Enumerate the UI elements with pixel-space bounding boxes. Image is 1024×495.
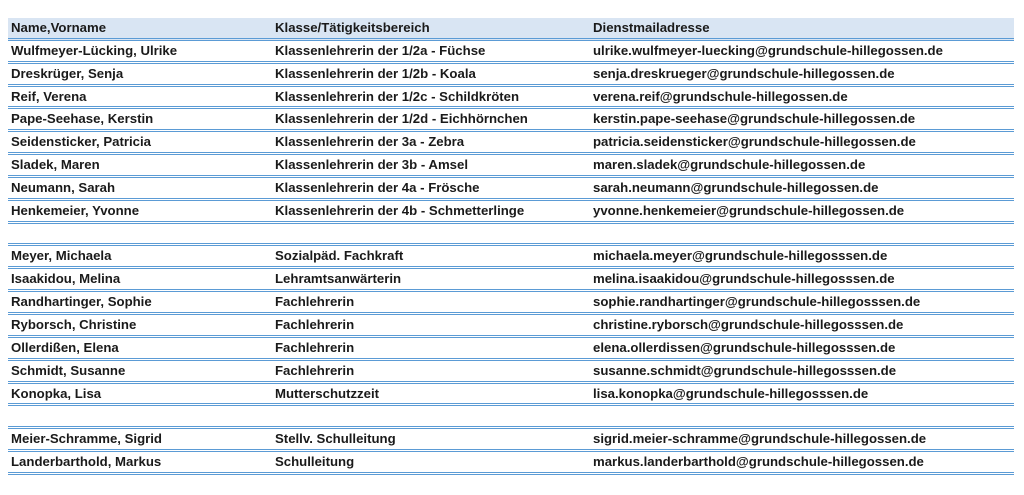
header-email: Dienstmailadresse	[593, 20, 710, 35]
table-row	[8, 64, 1014, 87]
role-cell: Schulleitung	[275, 454, 355, 470]
name-cell: Wulfmeyer-Lücking, Ulrike	[11, 42, 178, 58]
role-cell: Klassenlehrerin der 1/2a - Füchse	[275, 42, 486, 58]
name-cell: Seidensticker, Patricia	[11, 134, 152, 150]
role-cell: Mutterschutzzeit	[275, 385, 380, 401]
role-cell: Stellv. Schulleitung	[275, 431, 396, 447]
name-cell: Dreskrüger, Senja	[11, 65, 124, 81]
email-cell[interactable]: sigrid.meier-schramme@grundschule-hillegossen.de	[593, 431, 927, 447]
email-cell[interactable]: kerstin.pape-seehase@grundschule-hillegossen.de	[593, 111, 916, 127]
empty-row	[8, 406, 1014, 429]
email-cell[interactable]: susanne.schmidt@grundschule-hillegosssen.de	[593, 362, 897, 378]
header-name: Name,Vorname	[11, 20, 107, 35]
name-cell: Ollerdißen, Elena	[11, 339, 119, 355]
table-row	[8, 87, 1014, 110]
table-row	[8, 201, 1014, 224]
email-cell[interactable]: christine.ryborsch@grundschule-hillegosssen.de	[593, 316, 904, 332]
role-cell: Fachlehrerin	[275, 339, 355, 355]
role-cell: Klassenlehrerin der 3b - Amsel	[275, 157, 469, 173]
email-cell[interactable]: elena.ollerdissen@grundschule-hillegosssen.de	[593, 339, 896, 355]
role-cell: Lehramtsanwärterin	[275, 271, 402, 287]
table-row	[8, 452, 1014, 475]
name-cell: Schmidt, Susanne	[11, 362, 126, 378]
name-cell: Konopka, Lisa	[11, 385, 102, 401]
role-cell: Klassenlehrerin der 4a - Frösche	[275, 179, 480, 195]
email-cell[interactable]: maren.sladek@grundschule-hillegossen.de	[593, 157, 866, 173]
role-cell: Klassenlehrerin der 1/2b - Koala	[275, 65, 476, 81]
email-cell[interactable]: ulrike.wulfmeyer-luecking@grundschule-hillegossen.de	[593, 42, 943, 58]
name-cell: Pape-Seehase, Kerstin	[11, 111, 154, 127]
table-row	[8, 292, 1014, 315]
table-header-row	[8, 18, 1014, 41]
role-cell: Klassenlehrerin der 4b - Schmetterlinge	[275, 202, 525, 218]
table-row	[8, 361, 1014, 384]
name-cell: Isaakidou, Melina	[11, 271, 121, 287]
table-row	[8, 155, 1014, 178]
table-row	[8, 269, 1014, 292]
role-cell: Klassenlehrerin der 1/2c - Schildkröten	[275, 88, 520, 104]
email-cell[interactable]: sophie.randhartinger@grundschule-hillegosssen.de	[593, 294, 921, 310]
email-cell[interactable]: senja.dreskrueger@grundschule-hillegossen.de	[593, 65, 895, 81]
name-cell: Ryborsch, Christine	[11, 316, 137, 332]
role-cell: Fachlehrerin	[275, 362, 355, 378]
table-row	[8, 338, 1014, 361]
email-cell[interactable]: sarah.neumann@grundschule-hillegossen.de	[593, 179, 879, 195]
email-cell[interactable]: melina.isaakidou@grundschule-hillegosssen.de	[593, 271, 895, 287]
role-cell: Sozialpäd. Fachkraft	[275, 248, 404, 264]
table-row	[8, 132, 1014, 155]
role-cell: Klassenlehrerin der 3a - Zebra	[275, 134, 465, 150]
email-cell[interactable]: michaela.meyer@grundschule-hillegosssen.de	[593, 248, 888, 264]
name-cell: Meyer, Michaela	[11, 248, 112, 264]
table-row	[8, 429, 1014, 452]
table-row	[8, 246, 1014, 269]
name-cell: Sladek, Maren	[11, 157, 100, 173]
header-role: Klasse/Tätigkeitsbereich	[275, 20, 430, 35]
email-cell[interactable]: yvonne.henkemeier@grundschule-hillegossen.de	[593, 202, 905, 218]
table-row	[8, 109, 1014, 132]
table-row	[8, 315, 1014, 338]
email-cell[interactable]: verena.reif@grundschule-hillegossen.de	[593, 88, 848, 104]
table-row	[8, 384, 1014, 407]
role-cell: Fachlehrerin	[275, 294, 355, 310]
email-cell[interactable]: patricia.seidensticker@grundschule-hillegossen.de	[593, 134, 916, 150]
name-cell: Meier-Schramme, Sigrid	[11, 431, 162, 447]
name-cell: Neumann, Sarah	[11, 179, 116, 195]
email-cell[interactable]: lisa.konopka@grundschule-hillegosssen.de	[593, 385, 869, 401]
table-row	[8, 41, 1014, 64]
name-cell: Landerbarthold, Markus	[11, 454, 162, 470]
name-cell: Henkemeier, Yvonne	[11, 202, 140, 218]
name-cell: Randhartinger, Sophie	[11, 294, 152, 310]
staff-table	[8, 18, 1014, 475]
table-row	[8, 178, 1014, 201]
name-cell: Reif, Verena	[11, 88, 87, 104]
role-cell: Fachlehrerin	[275, 316, 355, 332]
empty-row	[8, 224, 1014, 247]
role-cell: Klassenlehrerin der 1/2d - Eichhörnchen	[275, 111, 528, 127]
email-cell[interactable]: markus.landerbarthold@grundschule-hillegossen.de	[593, 454, 924, 470]
